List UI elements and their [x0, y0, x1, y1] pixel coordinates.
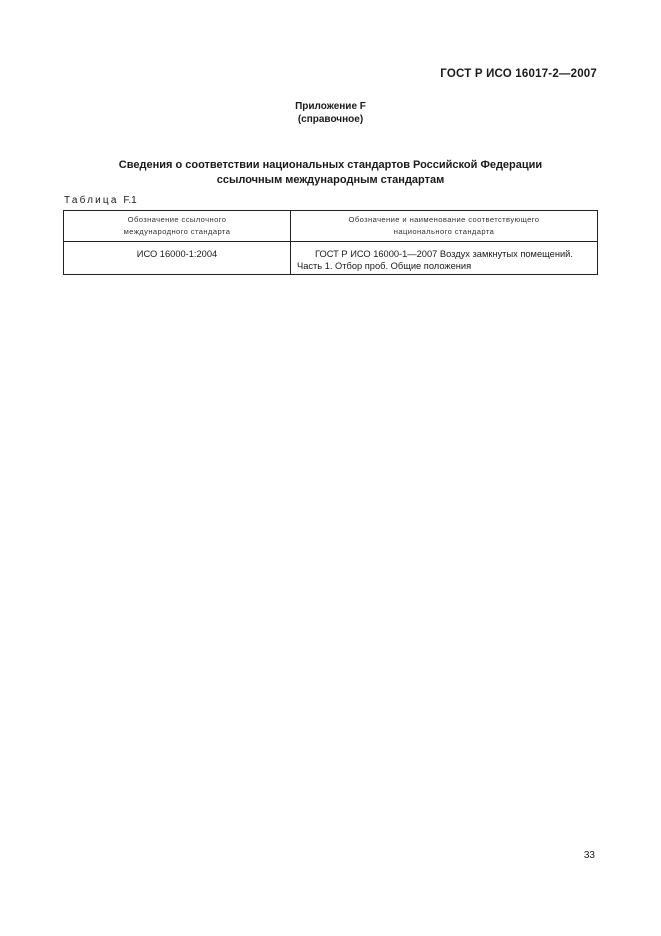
header-national-line-1: Обозначение и наименование соответствующего	[348, 215, 540, 224]
document-code: ГОСТ Р ИСО 16017-2—2007	[440, 68, 597, 80]
header-intl-standard	[64, 211, 291, 242]
section-title-line-2: ссылочным международным стандартам	[216, 174, 445, 186]
section-title-line-1: Сведения о соответствии национальных стандартов Российской Федерации	[118, 159, 543, 171]
header-intl-line-1: Обозначение ссылочного	[127, 215, 227, 224]
cell-intl-standard: ИСО 16000-1:2004	[64, 242, 291, 275]
header-national-standard	[291, 211, 598, 242]
appendix-heading	[0, 100, 661, 126]
appendix-kind: (справочное)	[297, 114, 364, 125]
section-title	[0, 158, 661, 188]
standards-correspondence-table	[63, 210, 598, 275]
table-caption-number: F.1	[123, 195, 137, 206]
header-intl-line-2: международного стандарта	[123, 227, 231, 236]
page-number: 33	[583, 850, 595, 861]
cell-national-standard: ГОСТ Р ИСО 16000-1—2007 Воздух замкнутых помещений. Часть 1. Отбор проб. Общие положения	[291, 242, 598, 275]
table-row	[64, 242, 598, 275]
table-caption	[64, 195, 137, 206]
table-caption-prefix: Таблица	[64, 195, 119, 206]
table-header-row	[64, 211, 598, 242]
appendix-title: Приложение F	[295, 101, 366, 112]
header-national-line-2: национального стандарта	[393, 227, 495, 236]
